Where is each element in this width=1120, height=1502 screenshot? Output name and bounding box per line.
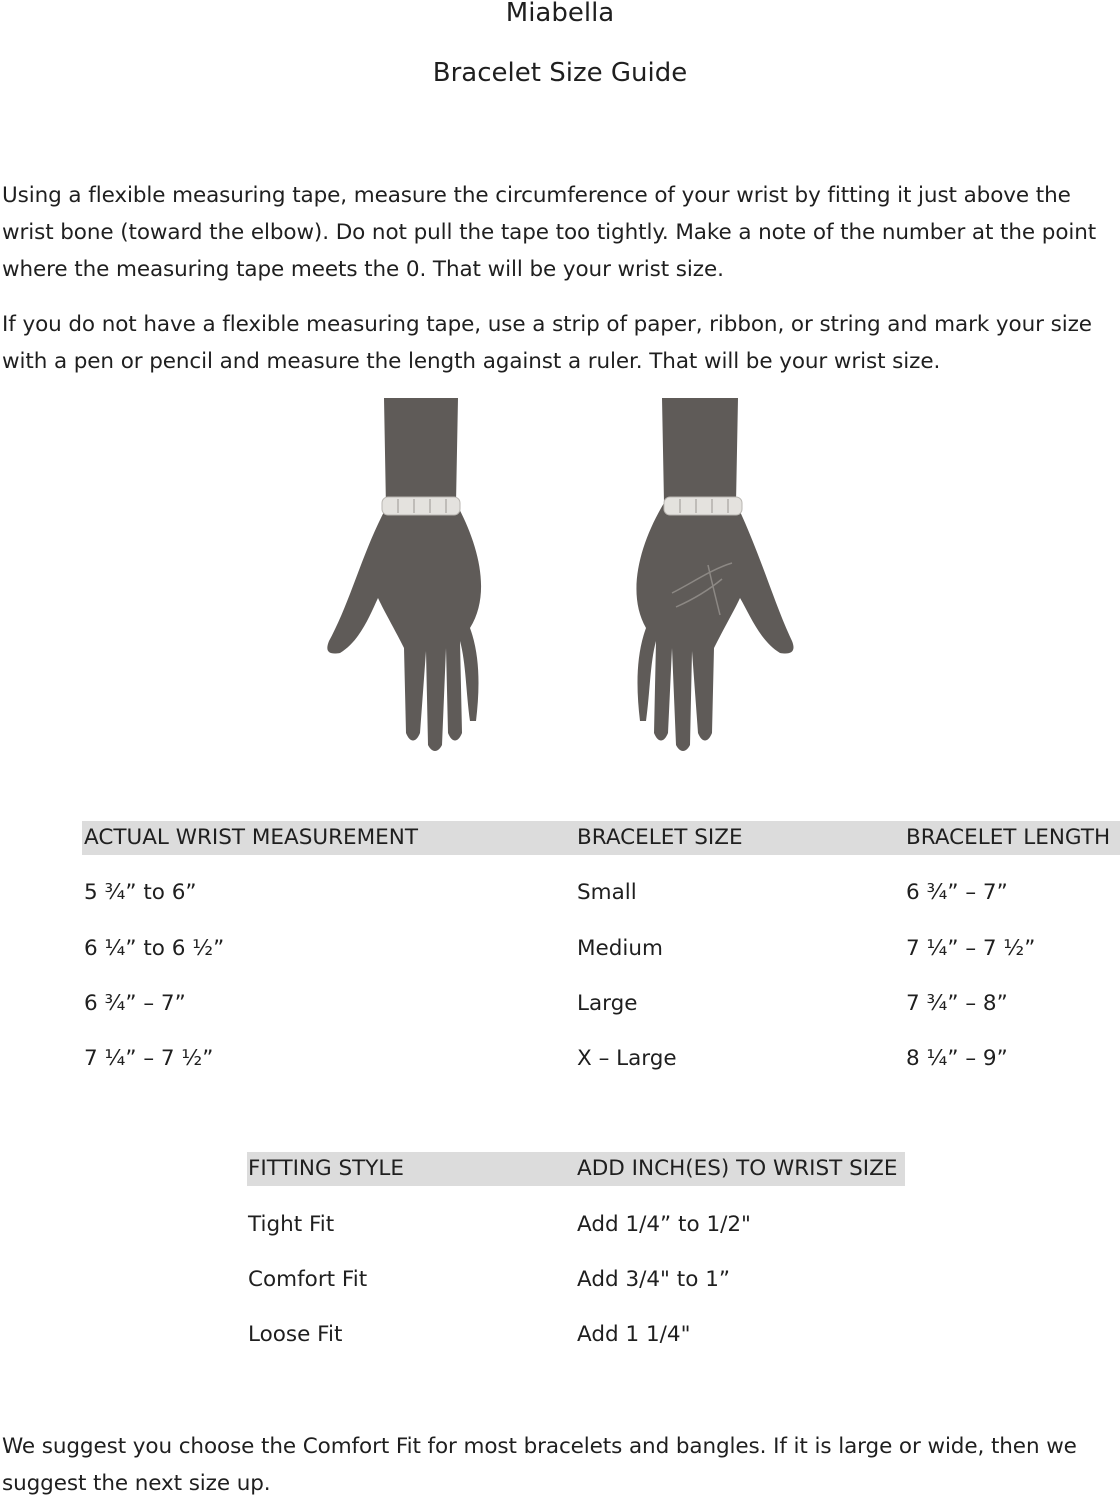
- fit-table-header-style: FITTING STYLE: [248, 1156, 404, 1181]
- hand-palm-icon: [636, 398, 793, 751]
- fit-table-cell: Comfort Fit: [248, 1267, 368, 1292]
- footer-note: We suggest you choose the Comfort Fit for most bracelets and bangles. If it is large or wide, then we suggest the next size up.: [2, 1434, 1077, 1496]
- size-table-cell: Medium: [577, 936, 663, 961]
- size-table-cell: 8 ¼” – 9”: [906, 1046, 1008, 1071]
- hand-back-icon: [327, 398, 481, 751]
- size-table-cell: 6 ¼” to 6 ½”: [84, 936, 225, 961]
- hands-illustration: [320, 393, 800, 753]
- fit-table-cell: Add 3/4" to 1”: [577, 1267, 731, 1292]
- size-table-header-length: BRACELET LENGTH: [906, 825, 1111, 850]
- size-table-cell: Small: [577, 880, 637, 905]
- size-table-cell: 6 ¾” – 7”: [84, 991, 186, 1016]
- fit-table-cell: Add 1 1/4": [577, 1322, 691, 1347]
- size-table-cell: 7 ¼” – 7 ½”: [906, 936, 1036, 961]
- fit-table-cell: Tight Fit: [248, 1212, 335, 1237]
- fit-table-cell: Add 1/4” to 1/2": [577, 1212, 751, 1237]
- size-table-header-wrist: ACTUAL WRIST MEASUREMENT: [84, 825, 418, 850]
- size-table-cell: 7 ¾” – 8”: [906, 991, 1008, 1016]
- size-table-cell: 7 ¼” – 7 ½”: [84, 1046, 214, 1071]
- fit-table-header-add: ADD INCH(ES) TO WRIST SIZE: [577, 1156, 898, 1181]
- instruction-paragraph-1: Using a flexible measuring tape, measure the circumference of your wrist by fitting it just above the wrist bone (toward the elbow). Do not pull the tape too tightly. Make a note of the number at the point where the measuring tape meets the 0. That will be your wrist size.: [2, 183, 1097, 282]
- size-table-cell: X – Large: [577, 1046, 677, 1071]
- page-title: Bracelet Size Guide: [432, 58, 688, 88]
- instruction-paragraph-2: If you do not have a flexible measuring tape, use a strip of paper, ribbon, or string and mark your size with a pen or pencil and measure the length against a ruler. That will be your wrist size.: [2, 312, 1092, 374]
- size-table-cell: 6 ¾” – 7”: [906, 880, 1008, 905]
- size-table-cell: Large: [577, 991, 638, 1016]
- size-table-header-size: BRACELET SIZE: [577, 825, 743, 850]
- size-table-cell: 5 ¾” to 6”: [84, 880, 197, 905]
- brand-name: Miabella: [505, 0, 615, 28]
- fit-table-cell: Loose Fit: [248, 1322, 343, 1347]
- measuring-tape-icon: [382, 497, 460, 515]
- measuring-tape-icon: [664, 497, 742, 515]
